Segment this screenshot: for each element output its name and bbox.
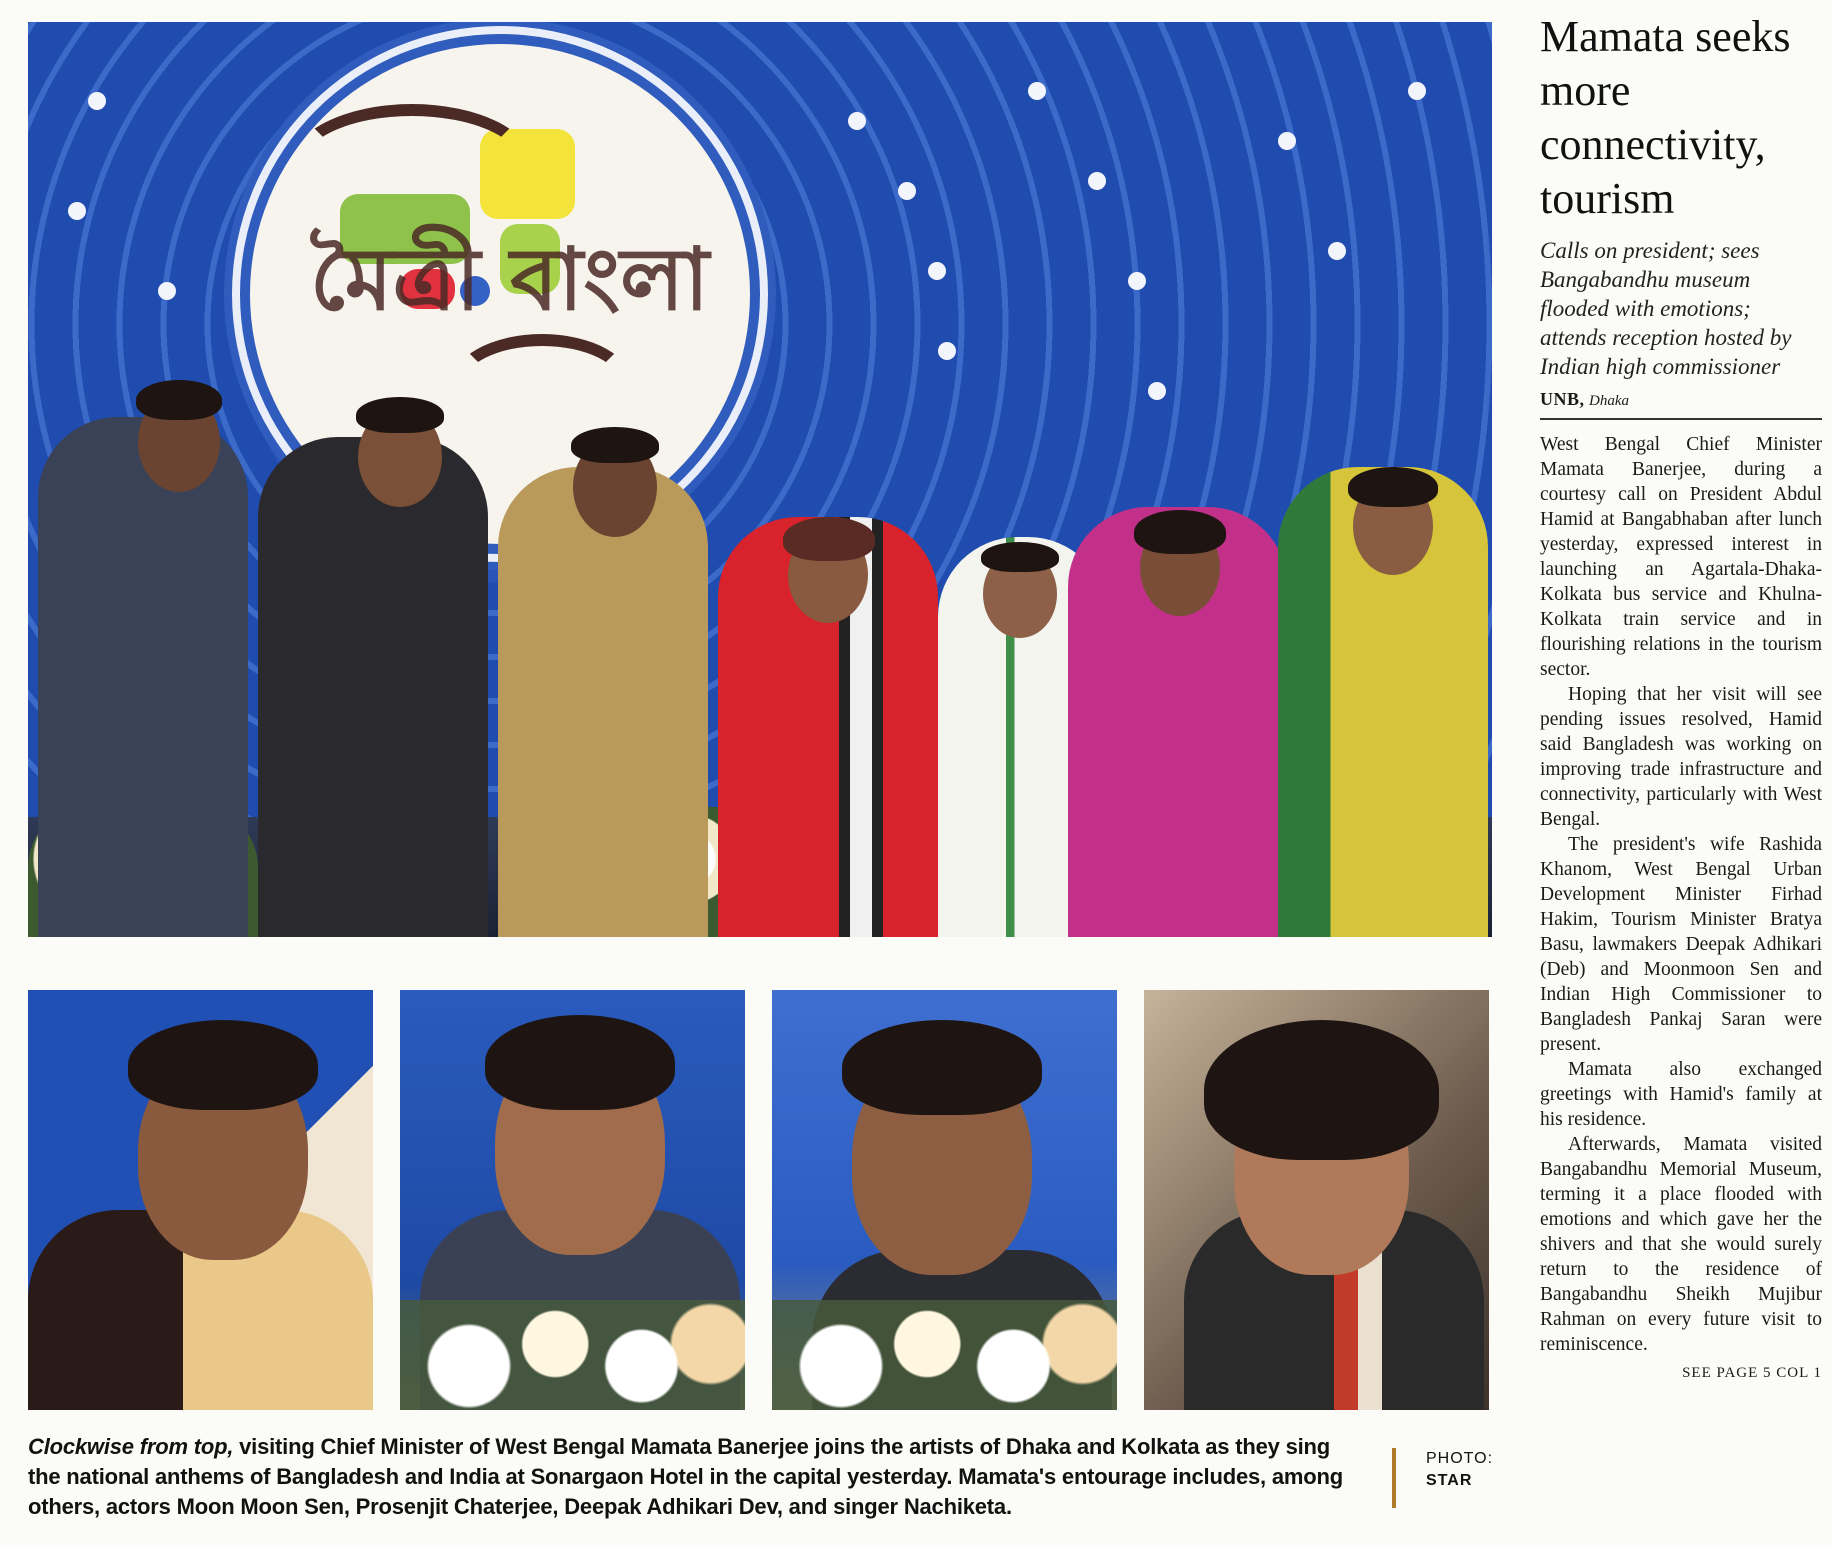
person-3-hair: [571, 427, 659, 463]
photo-credit-source: STAR: [1426, 1472, 1473, 1489]
person-2: [258, 437, 488, 937]
thumb-3-flowers: [772, 1300, 1117, 1410]
banner-dot: [1128, 272, 1146, 290]
thumb-4-hair: [1204, 1020, 1439, 1160]
thumb-photo-2: [400, 990, 745, 1410]
article-paragraph: Hoping that her visit will see pending issues resolved, Hamid said Bangladesh was working on improving trade infrastructure and connectivity, particularly with West Bengal.: [1540, 684, 1822, 830]
person-6-hair: [1134, 510, 1226, 554]
article-paragraph: The president's wife Rashida Khanom, West Bengal Urban Development Minister Firhad Hakim, Tourism Minister Bratya Basu, lawmakers Deepak Adhikari (Deb) and Moonmoon Sen and Indian High Commissioner to Bangladesh Pankaj Saran were present.: [1540, 834, 1822, 1055]
banner-dot: [158, 282, 176, 300]
person-5-hair: [981, 542, 1059, 572]
byline-place: Dhaka: [1589, 393, 1630, 409]
article-body: [1540, 432, 1822, 1357]
photo-credit-label: PHOTO:: [1426, 1450, 1494, 1467]
banner-dot: [928, 262, 946, 280]
article-dek: Calls on president; sees Bangabandhu museum flooded with emotions; attends reception hosted by Indian high commissioner: [1540, 238, 1792, 379]
thumb-photo-3: [772, 990, 1117, 1410]
main-photo: [28, 22, 1492, 937]
article-paragraph: West Bengal Chief Minister Mamata Banerjee, during a courtesy call on President Abdul Hamid at Bangabhaban after lunch yesterday, expressed interest in launching an Agartala-Dhaka-Kolkata bus service and Khulna-Kolkata train service and in flourishing relations in the tourism sector.: [1540, 434, 1822, 680]
banner-dot: [938, 342, 956, 360]
article-headline: Mamata seeks more connectivity, tourism: [1540, 12, 1791, 223]
article-jump-line[interactable]: SEE PAGE 5 COL 1: [1682, 1365, 1822, 1381]
thumb-photo-4: [1144, 990, 1489, 1410]
banner-dot: [1408, 82, 1426, 100]
article-paragraph: Afterwards, Mamata visited Bangabandhu Memorial Museum, terming it a place flooded with emotions and which gave her the shivers and that she would surely return to the residence of Bangabandhu Sheikh Mujibur Rahman on every future visit to reminiscence.: [1540, 1134, 1822, 1355]
thumb-2-flowers: [400, 1300, 745, 1410]
article-column: [1540, 10, 1822, 1382]
person-1: [38, 417, 248, 937]
thumb-1-hair: [128, 1020, 318, 1110]
photo-credit: [1392, 1448, 1493, 1508]
person-3: [498, 467, 708, 937]
banner-dot: [88, 92, 106, 110]
banner-logo-text: মৈত্রী বাংলা: [310, 230, 710, 330]
byline-agency: UNB,: [1540, 389, 1585, 409]
banner-dot: [68, 202, 86, 220]
banner-dot: [1278, 132, 1296, 150]
banner-dot: [898, 182, 916, 200]
banner-dot: [1088, 172, 1106, 190]
caption-text: visiting Chief Minister of West Bengal Mamata Banerjee joins the artists of Dhaka and Kolkata as they sing the national anthems of Bangladesh and India at Sonargaon Hotel in the capital yesterday. Mamata's entourage includes, among others, actors Moon Moon Sen, Prosenjit Chaterjee, Deepak Adhikari Dev, and singer Nachiketa.: [28, 1434, 1343, 1519]
article-paragraph: Mamata also exchanged greetings with Hamid's family at his residence.: [1540, 1059, 1822, 1130]
person-4-hair: [783, 517, 875, 561]
banner-dot: [1028, 82, 1046, 100]
person-2-hair: [356, 397, 444, 433]
thumb-3-hair: [842, 1020, 1042, 1115]
person-7-hair: [1348, 467, 1438, 507]
banner-dot: [848, 112, 866, 130]
photo-caption: [28, 1432, 1348, 1522]
banner-dot: [1328, 242, 1346, 260]
logo-stroke-top: [290, 104, 534, 228]
person-1-hair: [136, 380, 222, 420]
caption-lead: Clockwise from top,: [28, 1434, 234, 1459]
thumb-2-hair: [485, 1015, 675, 1110]
thumb-photo-1: [28, 990, 373, 1410]
article-byline: [1540, 389, 1822, 420]
banner-dot: [1148, 382, 1166, 400]
